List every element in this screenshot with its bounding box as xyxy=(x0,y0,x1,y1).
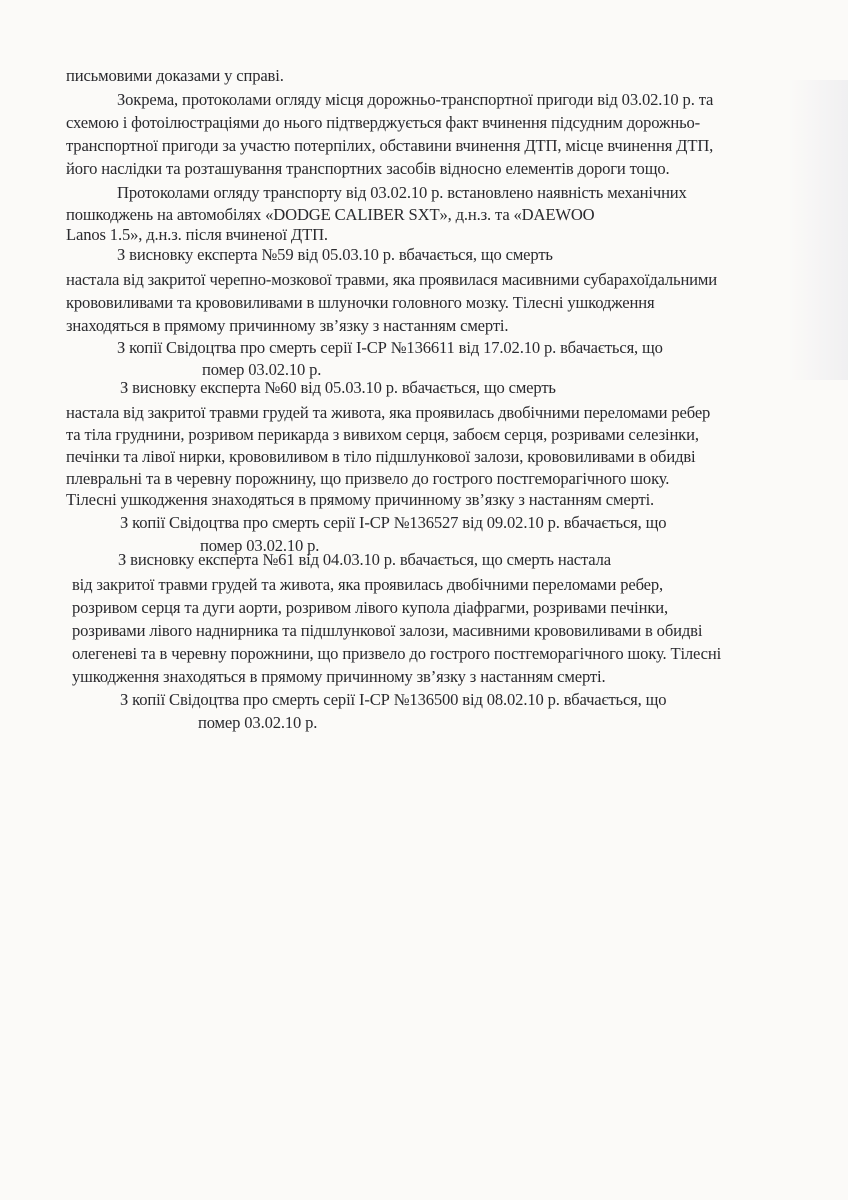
text-line: письмовими доказами у справі. xyxy=(66,66,284,85)
text-line: Протоколами огляду транспорту від 03.02.10 р. встановлено наявність механічних xyxy=(117,183,687,202)
text-line: Зокрема, протоколами огляду місця дорожньо-транспортної пригоди від 03.02.10 р. та xyxy=(117,90,714,109)
text-line: та тіла груднини, розривом перикарда з вивихом серця, забоєм серця, розривами селезінки, xyxy=(66,425,699,444)
text-line: З висновку експерта №60 від 05.03.10 р. вбачається, що смерть xyxy=(120,378,556,397)
text-line: схемою і фотоілюстраціями до нього підтверджується факт вчинення підсудним дорожньо- xyxy=(66,113,701,132)
text-line: настала від закритої травми грудей та живота, яка проявилась двобічними переломами ребер xyxy=(66,403,711,422)
text-line: ушкодження знаходяться в прямому причинному зв’язку з настанням смерті. xyxy=(72,667,606,686)
text-line: розривами лівого наднирника та підшлункової залози, масивними крововиливами в обидві xyxy=(72,621,703,640)
text-line: З копії Свідоцтва про смерть серії І-СР №136500 від 08.02.10 р. вбачається, що xyxy=(120,690,667,709)
text-line: знаходяться в прямому причинному зв’язку з настанням смерті. xyxy=(66,316,509,335)
text-line: транспортної пригоди за участю потерпілих, обставини вчинення ДТП, місце вчинення ДТП, xyxy=(66,136,714,155)
text-line: крововиливами та крововиливами в шлуночки головного мозку. Тілесні ушкодження xyxy=(66,293,655,312)
text-line: З копії Свідоцтва про смерть серії І-СР №136527 від 09.02.10 р. вбачається, що xyxy=(120,513,667,532)
text-line: олегеневі та в черевну порожнини, що призвело до гострого постгеморагічного шоку. Тілесні xyxy=(72,644,722,663)
scan-bleed-through xyxy=(788,80,848,380)
text-line: плевральні та в черевну порожнину, що призвело до гострого постгеморагічного шоку. xyxy=(66,469,670,488)
text-line: печінки та лівої нирки, крововиливом в тіло підшлункової залози, крововиливами в обидві xyxy=(66,447,696,466)
text-line: помер 03.02.10 р. xyxy=(202,360,322,379)
text-line: від закритої травми грудей та живота, яка проявилась двобічними переломами ребер, xyxy=(72,575,664,594)
text-line: помер 03.02.10 р. xyxy=(198,713,318,732)
text-line: З висновку експерта №59 від 05.03.10 р. вбачається, що смерть xyxy=(117,245,553,264)
text-line: пошкоджень на автомобілях «DODGE CALIBER SXT», д.н.з. та «DAEWOO xyxy=(66,205,595,224)
text-line: розривом серця та дуги аорти, розривом лівого купола діафрагми, розривами печінки, xyxy=(72,598,668,617)
text-line: З висновку експерта №61 від 04.03.10 р. вбачається, що смерть настала xyxy=(118,550,612,569)
text-line: настала від закритої черепно-мозкової травми, яка проявилася масивними субарахоїдальними xyxy=(66,270,717,289)
text-line: помер 03.02.10 р. xyxy=(200,536,320,555)
text-line: його наслідки та розташування транспортних засобів відносно елементів дороги тощо. xyxy=(66,159,670,178)
text-line: Тілесні ушкодження знаходяться в прямому причинному зв’язку з настанням смерті. xyxy=(66,490,655,509)
text-line: З копії Свідоцтва про смерть серії І-СР №136611 від 17.02.10 р. вбачається, що xyxy=(117,338,663,357)
text-line: Lanos 1.5», д.н.з. після вчиненої ДТП. xyxy=(66,225,328,244)
